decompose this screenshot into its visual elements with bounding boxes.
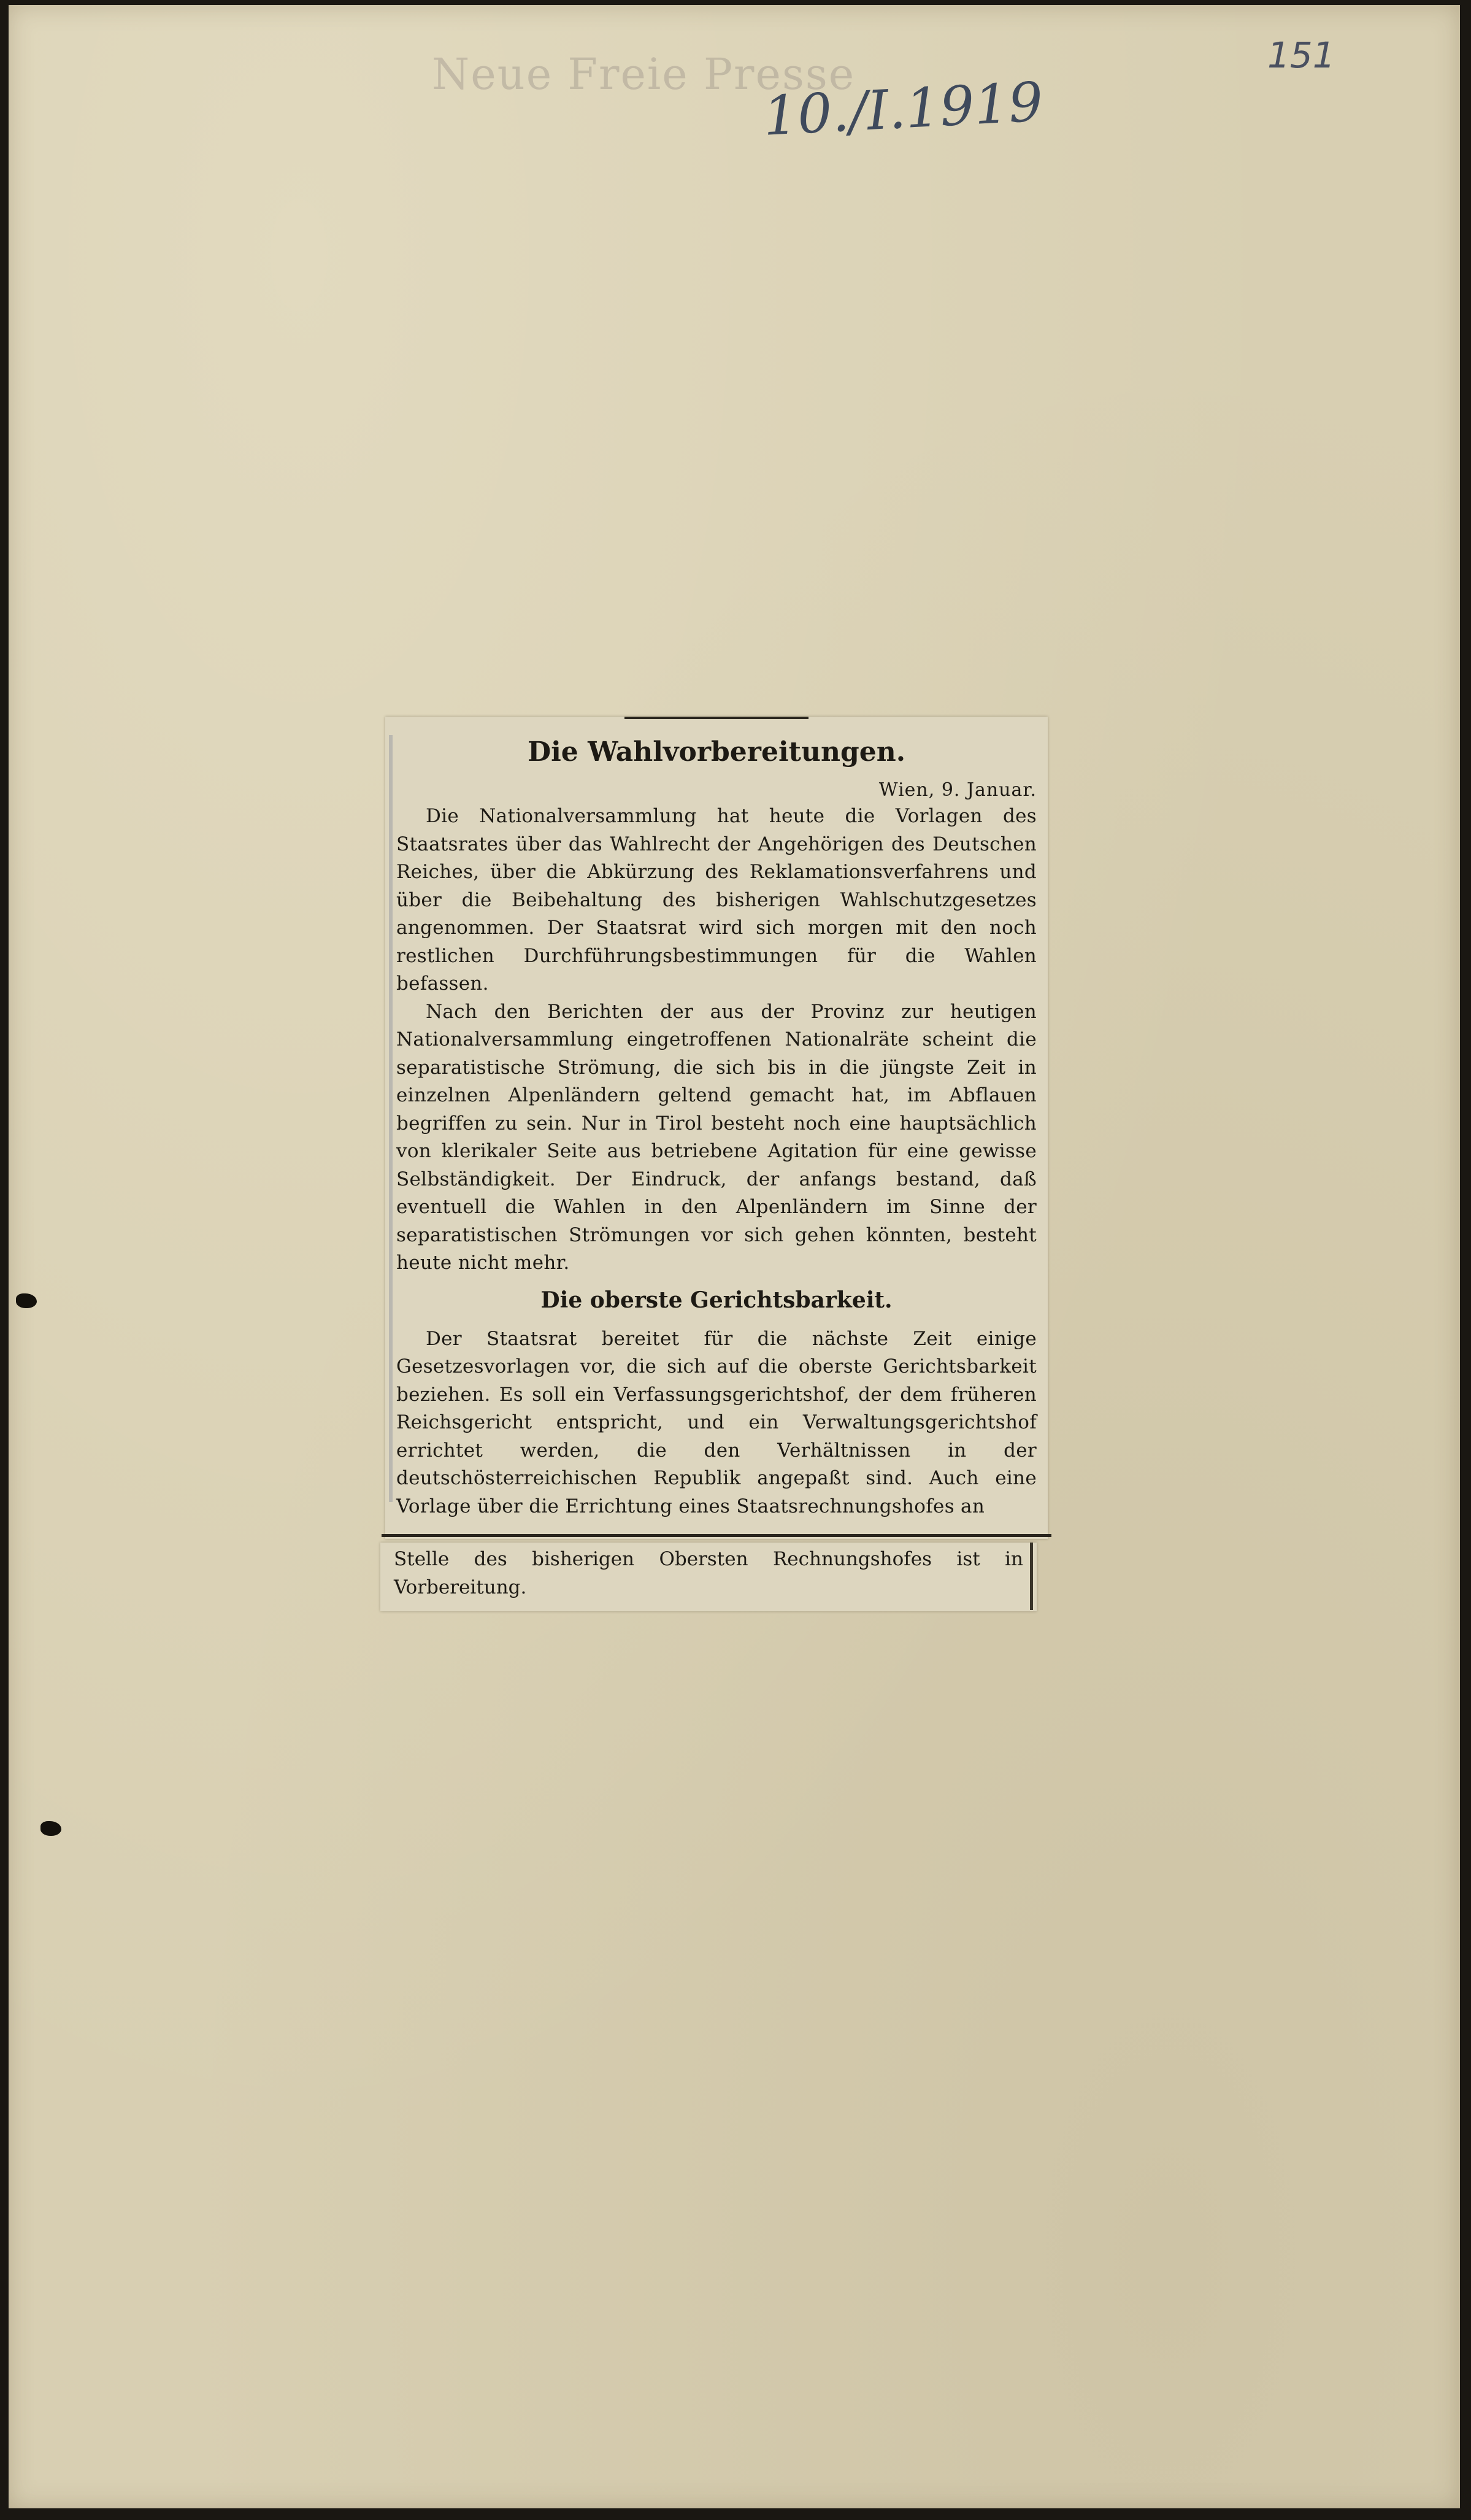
article-paragraph: Die Nationalversammlung hat heute die Vorlagen des Staatsrates über das Wahlrecht der Angehörigen des Deutschen Reiches, über die Abkürzung des Reklamationsverfahrens und über die Beibehaltung des bisherigen Wahlschutzgesetzes angenommen. Der Staatsrat wird sich morgen mit den noch restlichen Durchführungsbestimmungen für die Wahlen befassen. — [396, 805, 1037, 995]
article-paragraph: Der Staatsrat bereitet für die nächste Zeit einige Gesetzesvorlagen vor, die sich auf die oberste Gerichtsbarkeit beziehen. Es soll ein Verfassungsgerichtshof, der dem früheren Reichsgericht entspricht, und ein Verwaltungsgerichtshof errichtet werden, die den Verhältnissen in der deutschösterreichischen Republik angepaßt sind. Auch eine Vorlage über die Errichtung eines Staatsrechnungshofes an — [396, 1327, 1037, 1517]
continuation-text: Stelle des bisherigen Obersten Rechnungshofes ist in Vorbereitung. — [394, 1548, 1023, 1598]
handwritten-date: 10./I.1919 — [761, 70, 1045, 148]
newspaper-stamp: Neue Freie Presse — [432, 49, 856, 99]
article-subheading: Die oberste Gerichtsbarkeit. — [540, 1287, 893, 1313]
ink-blot-mark — [16, 1293, 37, 1308]
article-headline: Die Wahlvorbereitungen. — [527, 736, 906, 768]
page-number: 151 — [1267, 34, 1335, 76]
article-paragraph: Nach den Berichten der aus der Provinz zur heutigen Nationalversammlung eingetroffenen Nationalräte scheint die separatistische Strömung, die sich bis in die jüngste Zeit in einzelnen Alpenländern geltend gemacht hat, im Abflauen begriffen zu sein. Nur in Tirol besteht noch eine hauptsächlich von klerikaler Seite aus betriebene Agitation für eine gewisse Selbständigkeit. Der Eindruck, der anfangs bestand, daß eventuell die Wahlen in den Alpenländern im Sinne der separatistischen Strömungen vor sich gehen könnten, besteht heute nicht mehr. — [396, 1000, 1037, 1274]
article-dateline: Wien, 9. Januar. — [878, 779, 1037, 801]
ink-blot-mark — [40, 1821, 61, 1836]
column-rule — [382, 1534, 1051, 1537]
newspaper-clipping — [385, 717, 1048, 1539]
article-body — [385, 717, 1048, 1533]
article-continuation — [380, 1543, 1037, 1611]
